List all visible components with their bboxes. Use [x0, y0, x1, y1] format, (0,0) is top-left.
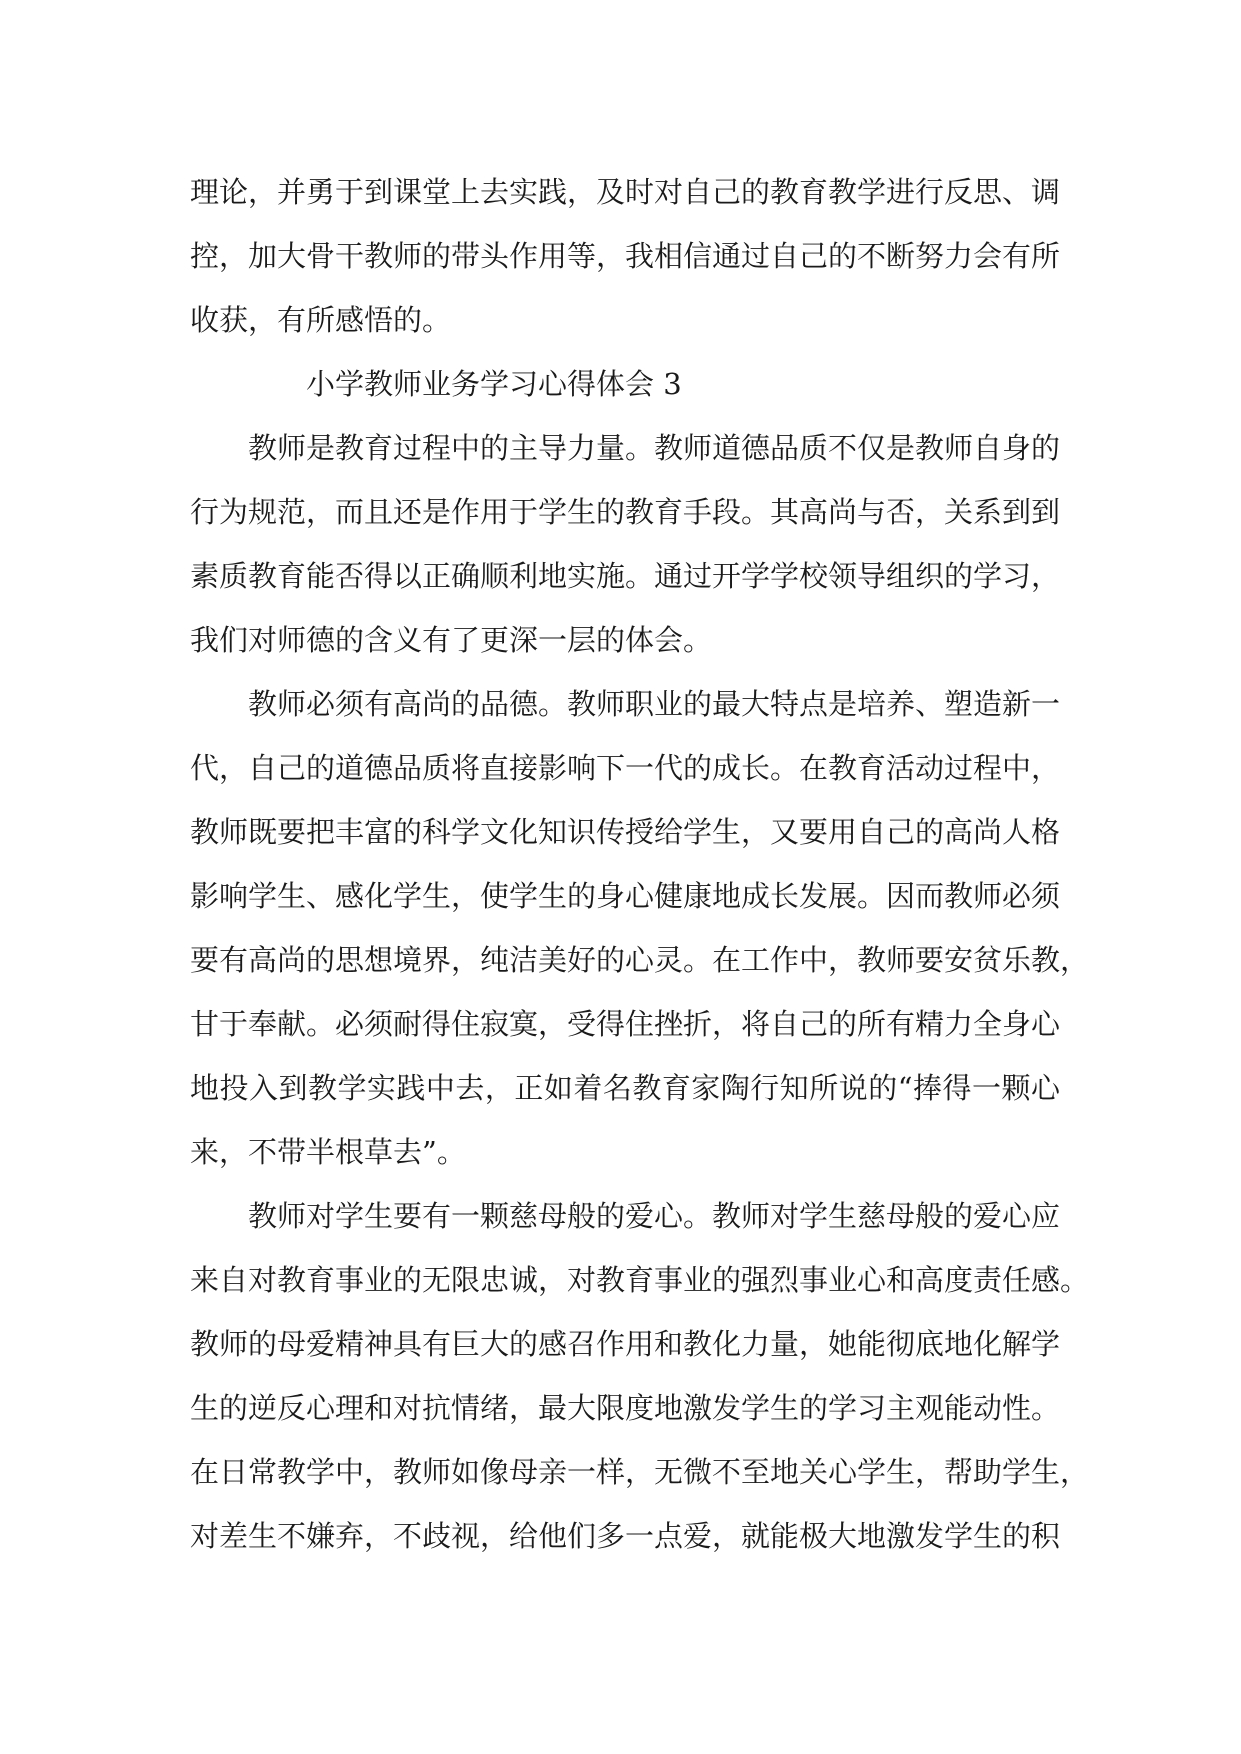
text-line: 影响学生、感化学生，使学生的身心健康地成长发展。因而教师必须 — [190, 879, 1061, 913]
text-line: 来，不带半根草去”。 — [190, 1135, 466, 1169]
text-line: 地投入到教学实践中去，正如着名教育家陶行知所说的“捧得一颗心 — [190, 1071, 1060, 1105]
text-line: 行为规范，而且还是作用于学生的教育手段。其高尚与否，关系到到 — [190, 495, 1061, 529]
section-heading: 小学教师业务学习心得体会 3 — [306, 367, 682, 401]
text-line: 对差生不嫌弃，不歧视，给他们多一点爱，就能极大地激发学生的积 — [190, 1519, 1061, 1553]
text-line: 我们对师德的含义有了更深一层的体会。 — [190, 623, 713, 657]
paragraph-first-line: 教师对学生要有一颗慈母般的爱心。教师对学生慈母般的爱心应 — [248, 1199, 1061, 1233]
text-line: 要有高尚的思想境界，纯洁美好的心灵。在工作中，教师要安贫乐教， — [190, 943, 1090, 977]
text-line: 来自对教育事业的无限忠诚，对教育事业的强烈事业心和高度责任感。 — [190, 1263, 1090, 1297]
paragraph-first-line: 教师必须有高尚的品德。教师职业的最大特点是培养、塑造新一 — [248, 687, 1061, 721]
text-line: 生的逆反心理和对抗情绪，最大限度地激发学生的学习主观能动性。 — [190, 1391, 1061, 1425]
text-line: 收获，有所感悟的。 — [190, 303, 452, 337]
text-line: 控，加大骨干教师的带头作用等，我相信通过自己的不断努力会有所 — [190, 239, 1061, 273]
paragraph-first-line: 教师是教育过程中的主导力量。教师道德品质不仅是教师自身的 — [248, 431, 1061, 465]
text-line: 教师的母爱精神具有巨大的感召作用和教化力量，她能彻底地化解学 — [190, 1327, 1061, 1361]
text-line: 素质教育能否得以正确顺利地实施。通过开学学校领导组织的学习， — [190, 559, 1061, 593]
text-line: 甘于奉献。必须耐得住寂寞，受得住挫折，将自己的所有精力全身心 — [190, 1007, 1061, 1041]
text-line: 代，自己的道德品质将直接影响下一代的成长。在教育活动过程中， — [190, 751, 1061, 785]
text-line: 理论，并勇于到课堂上去实践，及时对自己的教育教学进行反思、调 — [190, 175, 1061, 209]
text-line: 在日常教学中，教师如像母亲一样，无微不至地关心学生，帮助学生， — [190, 1455, 1090, 1489]
text-line: 教师既要把丰富的科学文化知识传授给学生，又要用自己的高尚人格 — [190, 815, 1061, 849]
document-body — [190, 160, 1090, 1568]
